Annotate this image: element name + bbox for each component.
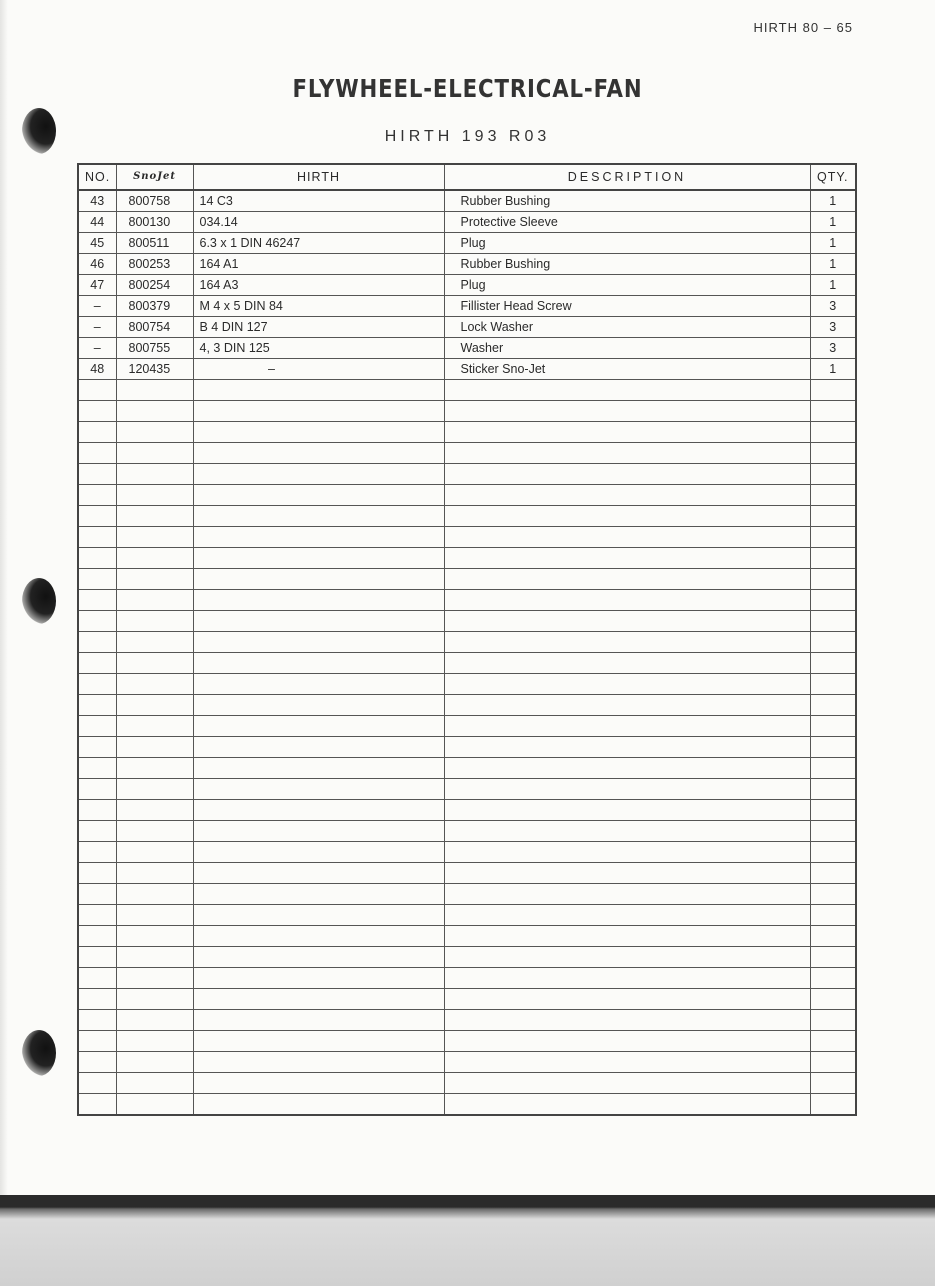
cell-qty — [810, 758, 856, 779]
cell-snojet: 800379 — [116, 296, 193, 317]
cell-snojet: 800253 — [116, 254, 193, 275]
cell-no — [78, 1073, 116, 1094]
cell-hirth — [193, 653, 444, 674]
cell-description: Plug — [444, 233, 810, 254]
cell-no: 46 — [78, 254, 116, 275]
table-row-empty — [78, 443, 856, 464]
cell-snojet — [116, 1031, 193, 1052]
cell-hirth — [193, 737, 444, 758]
cell-no — [78, 653, 116, 674]
cell-description — [444, 884, 810, 905]
cell-snojet: 800755 — [116, 338, 193, 359]
cell-hirth — [193, 989, 444, 1010]
cell-no — [78, 1010, 116, 1031]
table-row-empty — [78, 926, 856, 947]
cell-hirth — [193, 632, 444, 653]
cell-qty — [810, 632, 856, 653]
table-row-empty — [78, 569, 856, 590]
cell-no — [78, 1052, 116, 1073]
cell-no — [78, 863, 116, 884]
cell-description: Washer — [444, 338, 810, 359]
cell-snojet — [116, 506, 193, 527]
cell-hirth: 164 A1 — [193, 254, 444, 275]
cell-hirth — [193, 506, 444, 527]
cell-no — [78, 884, 116, 905]
cell-description — [444, 674, 810, 695]
column-header-snojet-logo: SnoJet — [116, 164, 193, 190]
table-row-empty — [78, 884, 856, 905]
table-row — [78, 359, 856, 380]
cell-description — [444, 989, 810, 1010]
cell-hirth — [193, 842, 444, 863]
table-row — [78, 254, 856, 275]
table-row-empty — [78, 1010, 856, 1031]
table-row-empty — [78, 968, 856, 989]
table-row-empty — [78, 905, 856, 926]
cell-no — [78, 632, 116, 653]
table-row-empty — [78, 590, 856, 611]
cell-no — [78, 989, 116, 1010]
cell-qty — [810, 485, 856, 506]
cell-description — [444, 779, 810, 800]
cell-qty — [810, 506, 856, 527]
table-row-empty — [78, 989, 856, 1010]
cell-hirth — [193, 1073, 444, 1094]
cell-hirth: – — [193, 359, 444, 380]
page-left-edge — [0, 0, 8, 1200]
cell-description — [444, 401, 810, 422]
cell-qty: 1 — [810, 359, 856, 380]
cell-hirth — [193, 863, 444, 884]
table-row — [78, 296, 856, 317]
table-row-empty — [78, 464, 856, 485]
table-row-empty — [78, 674, 856, 695]
cell-qty: 3 — [810, 296, 856, 317]
cell-description — [444, 758, 810, 779]
cell-hirth — [193, 926, 444, 947]
table-row-empty — [78, 779, 856, 800]
cell-snojet — [116, 842, 193, 863]
cell-snojet: 800130 — [116, 212, 193, 233]
cell-description: Rubber Bushing — [444, 190, 810, 212]
cell-no — [78, 485, 116, 506]
cell-no: 48 — [78, 359, 116, 380]
cell-hirth — [193, 779, 444, 800]
cell-qty — [810, 443, 856, 464]
cell-description — [444, 422, 810, 443]
cell-snojet — [116, 569, 193, 590]
cell-hirth — [193, 1031, 444, 1052]
cell-description — [444, 1052, 810, 1073]
cell-hirth — [193, 758, 444, 779]
cell-snojet — [116, 1073, 193, 1094]
cell-hirth — [193, 569, 444, 590]
cell-hirth — [193, 716, 444, 737]
cell-description — [444, 1031, 810, 1052]
cell-no: 45 — [78, 233, 116, 254]
cell-snojet — [116, 1010, 193, 1031]
cell-hirth — [193, 380, 444, 401]
cell-hirth: 6.3 x 1 DIN 46247 — [193, 233, 444, 254]
cell-no — [78, 842, 116, 863]
cell-no: 43 — [78, 190, 116, 212]
cell-hirth: 034.14 — [193, 212, 444, 233]
cell-snojet — [116, 779, 193, 800]
cell-description — [444, 506, 810, 527]
cell-hirth — [193, 1052, 444, 1073]
cell-snojet — [116, 884, 193, 905]
table-row-empty — [78, 821, 856, 842]
cell-qty — [810, 737, 856, 758]
cell-qty — [810, 716, 856, 737]
binder-hole-top — [22, 108, 56, 154]
cell-snojet — [116, 653, 193, 674]
cell-qty: 1 — [810, 233, 856, 254]
cell-hirth: B 4 DIN 127 — [193, 317, 444, 338]
cell-qty — [810, 821, 856, 842]
cell-description — [444, 443, 810, 464]
cell-snojet — [116, 800, 193, 821]
table-row-empty — [78, 758, 856, 779]
cell-description: Protective Sleeve — [444, 212, 810, 233]
cell-qty — [810, 611, 856, 632]
column-header-description: DESCRIPTION — [444, 164, 810, 190]
cell-qty — [810, 590, 856, 611]
cell-snojet: 120435 — [116, 359, 193, 380]
cell-description: Plug — [444, 275, 810, 296]
cell-hirth — [193, 464, 444, 485]
table-row-empty — [78, 1073, 856, 1094]
cell-snojet — [116, 1052, 193, 1073]
cell-qty — [810, 989, 856, 1010]
cell-snojet — [116, 758, 193, 779]
cell-qty — [810, 842, 856, 863]
cell-description: Sticker Sno-Jet — [444, 359, 810, 380]
cell-description — [444, 821, 810, 842]
table-row-empty — [78, 737, 856, 758]
table-row-empty — [78, 548, 856, 569]
cell-qty — [810, 1031, 856, 1052]
cell-hirth — [193, 1094, 444, 1116]
cell-description — [444, 968, 810, 989]
table-row-empty — [78, 1052, 856, 1073]
cell-qty: 3 — [810, 338, 856, 359]
column-header-no: NO. — [78, 164, 116, 190]
cell-description — [444, 842, 810, 863]
cell-description — [444, 905, 810, 926]
binder-hole-middle — [22, 578, 56, 624]
cell-hirth — [193, 611, 444, 632]
cell-description — [444, 527, 810, 548]
cell-qty — [810, 380, 856, 401]
table-row-empty — [78, 506, 856, 527]
table-row — [78, 338, 856, 359]
cell-snojet — [116, 485, 193, 506]
table-row-empty — [78, 1094, 856, 1116]
cell-description — [444, 485, 810, 506]
cell-qty — [810, 569, 856, 590]
cell-hirth — [193, 674, 444, 695]
parts-table — [77, 163, 857, 1116]
cell-description — [444, 1073, 810, 1094]
cell-no: – — [78, 338, 116, 359]
cell-no — [78, 380, 116, 401]
cell-description: Rubber Bushing — [444, 254, 810, 275]
cell-description — [444, 1094, 810, 1116]
cell-qty: 3 — [810, 317, 856, 338]
cell-snojet — [116, 1094, 193, 1116]
table-row-empty — [78, 632, 856, 653]
cell-qty: 1 — [810, 190, 856, 212]
cell-qty — [810, 422, 856, 443]
column-header-qty: QTY. — [810, 164, 856, 190]
cell-qty — [810, 884, 856, 905]
cell-hirth — [193, 548, 444, 569]
cell-no — [78, 401, 116, 422]
cell-no — [78, 422, 116, 443]
cell-snojet: 800754 — [116, 317, 193, 338]
cell-no — [78, 905, 116, 926]
cell-hirth — [193, 695, 444, 716]
table-row-empty — [78, 800, 856, 821]
cell-snojet: 800511 — [116, 233, 193, 254]
cell-qty — [810, 1094, 856, 1116]
cell-description — [444, 632, 810, 653]
table-row-empty — [78, 422, 856, 443]
cell-no — [78, 716, 116, 737]
table-row-empty — [78, 716, 856, 737]
cell-hirth — [193, 968, 444, 989]
cell-no — [78, 611, 116, 632]
cell-hirth: 164 A3 — [193, 275, 444, 296]
cell-hirth — [193, 821, 444, 842]
cell-qty: 1 — [810, 254, 856, 275]
cell-snojet — [116, 863, 193, 884]
cell-snojet — [116, 632, 193, 653]
table-body — [78, 190, 856, 1115]
cell-hirth — [193, 905, 444, 926]
cell-no — [78, 821, 116, 842]
cell-hirth — [193, 401, 444, 422]
table-row — [78, 190, 856, 212]
table-row-empty — [78, 611, 856, 632]
cell-qty — [810, 905, 856, 926]
cell-description — [444, 590, 810, 611]
cell-snojet — [116, 737, 193, 758]
page-subtitle: HIRTH 193 R03 — [384, 128, 551, 145]
cell-hirth — [193, 800, 444, 821]
cell-description — [444, 800, 810, 821]
cell-description — [444, 737, 810, 758]
cell-snojet — [116, 926, 193, 947]
cell-no — [78, 758, 116, 779]
cell-snojet — [116, 527, 193, 548]
cell-snojet — [116, 905, 193, 926]
scan-bottom-shadow — [0, 1195, 935, 1286]
table-row — [78, 233, 856, 254]
table-row-empty — [78, 485, 856, 506]
column-header-hirth: HIRTH — [193, 164, 444, 190]
cell-snojet — [116, 968, 193, 989]
table-row-empty — [78, 947, 856, 968]
table-row-empty — [78, 527, 856, 548]
cell-no — [78, 947, 116, 968]
cell-no — [78, 779, 116, 800]
cell-description — [444, 548, 810, 569]
cell-description: Lock Washer — [444, 317, 810, 338]
table-header-row — [78, 164, 856, 190]
cell-no — [78, 590, 116, 611]
cell-qty — [810, 947, 856, 968]
cell-qty — [810, 968, 856, 989]
cell-no — [78, 674, 116, 695]
cell-description — [444, 716, 810, 737]
cell-hirth — [193, 422, 444, 443]
cell-snojet — [116, 989, 193, 1010]
cell-description — [444, 653, 810, 674]
cell-description — [444, 947, 810, 968]
table-row-empty — [78, 863, 856, 884]
cell-qty — [810, 1010, 856, 1031]
cell-qty — [810, 800, 856, 821]
cell-description — [444, 611, 810, 632]
cell-qty — [810, 401, 856, 422]
cell-no: 47 — [78, 275, 116, 296]
cell-description — [444, 569, 810, 590]
cell-no — [78, 569, 116, 590]
table-row-empty — [78, 653, 856, 674]
table-row-empty — [78, 695, 856, 716]
cell-description: Fillister Head Screw — [444, 296, 810, 317]
cell-hirth — [193, 884, 444, 905]
cell-no — [78, 527, 116, 548]
cell-hirth — [193, 443, 444, 464]
cell-qty — [810, 695, 856, 716]
cell-hirth — [193, 590, 444, 611]
cell-description — [444, 926, 810, 947]
cell-qty: 1 — [810, 275, 856, 296]
cell-no — [78, 800, 116, 821]
cell-no: – — [78, 296, 116, 317]
cell-qty — [810, 1052, 856, 1073]
cell-description — [444, 695, 810, 716]
cell-snojet — [116, 443, 193, 464]
cell-no — [78, 1094, 116, 1116]
cell-snojet — [116, 821, 193, 842]
cell-qty — [810, 527, 856, 548]
table-row — [78, 317, 856, 338]
cell-snojet — [116, 674, 193, 695]
cell-snojet — [116, 464, 193, 485]
cell-hirth — [193, 1010, 444, 1031]
cell-qty — [810, 1073, 856, 1094]
cell-no — [78, 695, 116, 716]
cell-hirth: M 4 x 5 DIN 84 — [193, 296, 444, 317]
cell-snojet: 800254 — [116, 275, 193, 296]
cell-snojet — [116, 716, 193, 737]
cell-qty — [810, 548, 856, 569]
cell-snojet — [116, 947, 193, 968]
cell-snojet — [116, 380, 193, 401]
page-reference: HIRTH 80 – 65 — [753, 20, 853, 35]
table-row-empty — [78, 380, 856, 401]
cell-no: – — [78, 317, 116, 338]
cell-snojet: 800758 — [116, 190, 193, 212]
cell-no — [78, 968, 116, 989]
table-row — [78, 275, 856, 296]
cell-no — [78, 737, 116, 758]
cell-snojet — [116, 590, 193, 611]
cell-no — [78, 506, 116, 527]
cell-qty — [810, 653, 856, 674]
binder-hole-bottom — [22, 1030, 56, 1076]
cell-hirth — [193, 485, 444, 506]
cell-qty — [810, 464, 856, 485]
cell-hirth: 4, 3 DIN 125 — [193, 338, 444, 359]
table-row-empty — [78, 842, 856, 863]
cell-qty — [810, 674, 856, 695]
cell-snojet — [116, 695, 193, 716]
cell-qty: 1 — [810, 212, 856, 233]
cell-no — [78, 926, 116, 947]
cell-no — [78, 1031, 116, 1052]
cell-hirth — [193, 527, 444, 548]
cell-qty — [810, 863, 856, 884]
cell-hirth — [193, 947, 444, 968]
cell-no: 44 — [78, 212, 116, 233]
cell-description — [444, 1010, 810, 1031]
cell-no — [78, 443, 116, 464]
cell-qty — [810, 926, 856, 947]
cell-hirth: 14 C3 — [193, 190, 444, 212]
cell-description — [444, 863, 810, 884]
cell-description — [444, 464, 810, 485]
table-row-empty — [78, 401, 856, 422]
cell-description — [444, 380, 810, 401]
cell-no — [78, 548, 116, 569]
page-title: FLYWHEEL-ELECTRICAL-FAN — [292, 74, 643, 103]
table-row-empty — [78, 1031, 856, 1052]
cell-snojet — [116, 548, 193, 569]
cell-snojet — [116, 422, 193, 443]
cell-snojet — [116, 401, 193, 422]
cell-snojet — [116, 611, 193, 632]
cell-qty — [810, 779, 856, 800]
cell-no — [78, 464, 116, 485]
table-row — [78, 212, 856, 233]
